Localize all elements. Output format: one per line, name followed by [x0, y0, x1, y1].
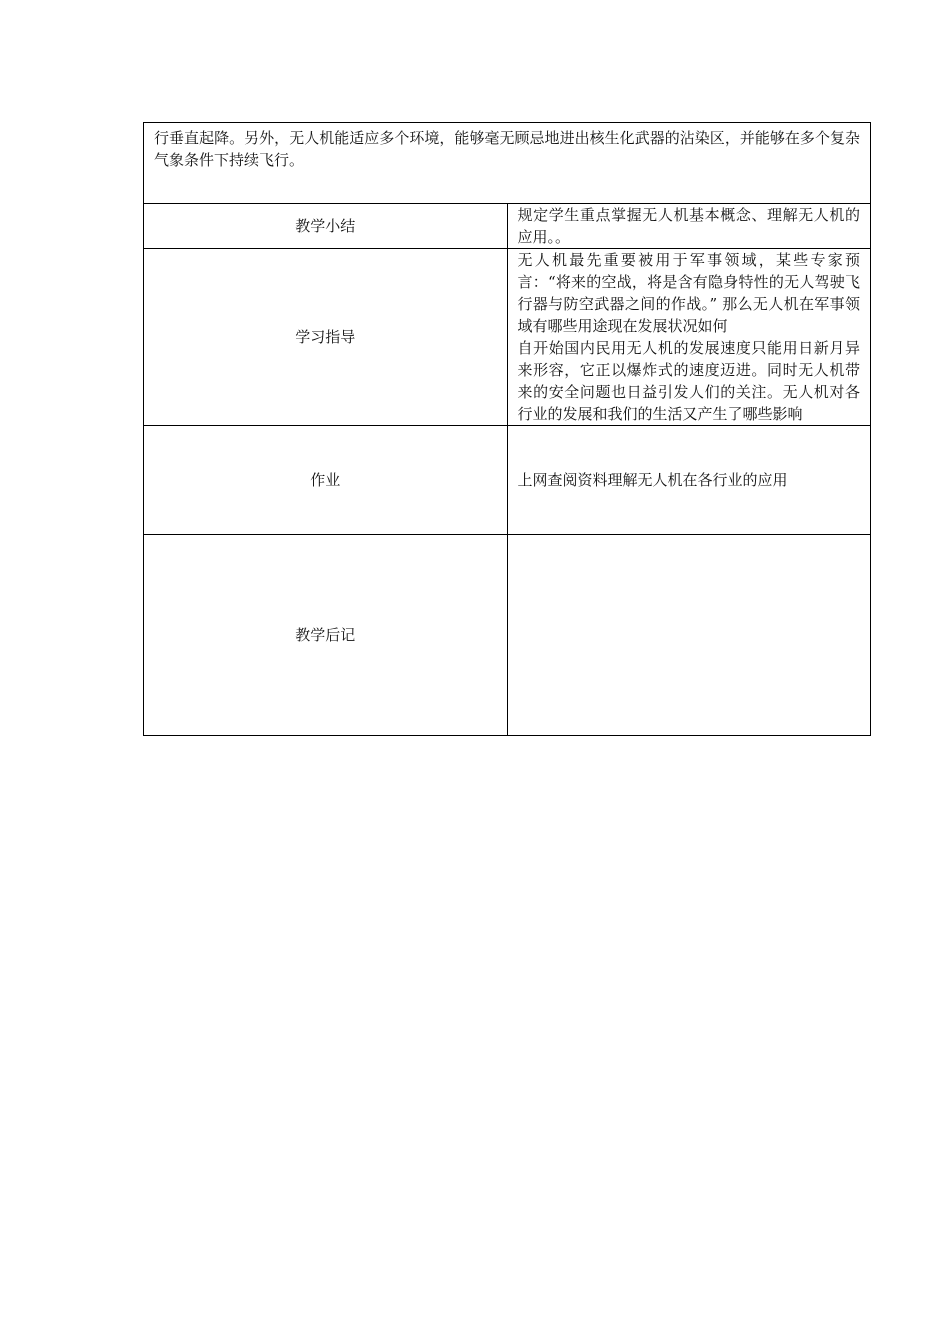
- table-row-continuation: [144, 123, 871, 204]
- row-label-study-guide: 学习指导: [144, 249, 508, 426]
- table-row-summary: [144, 204, 871, 249]
- homework-text: 上网查阅资料理解无人机在各行业的应用: [517, 471, 788, 489]
- summary-text: 规定学生重点掌握无人机基本概念、理解无人机的应用。。: [517, 206, 860, 246]
- study-guide-paragraph-1: 无人机最先重要被用于军事领域，某些专家预言：“将来的空战，将是含有隐身特性的无人驾驶飞行器与防空武器之间的作战。” 那么无人机在军事领域有哪些用途现在发展状况如何: [517, 251, 860, 335]
- continuation-cell: [144, 123, 871, 204]
- row-label-summary: 教学小结: [144, 204, 508, 249]
- table-row-study-guide: [144, 249, 871, 426]
- row-label-homework: 作业: [144, 426, 508, 535]
- row-label-teaching-notes: 教学后记: [144, 535, 508, 736]
- table-row-teaching-notes: [144, 535, 871, 736]
- row-content-homework: [507, 426, 871, 535]
- row-content-summary: [507, 204, 871, 249]
- lesson-plan-table: [143, 122, 871, 736]
- row-content-study-guide: [507, 249, 871, 426]
- row-content-teaching-notes: [507, 535, 871, 736]
- table-row-homework: [144, 426, 871, 535]
- continuation-text: 行垂直起降。另外，无人机能适应多个环境，能够毫无顾忌地进出核生化武器的沾染区，并能够在多个复杂气象条件下持续飞行。: [154, 129, 860, 169]
- study-guide-paragraph-2: 自开始国内民用无人机的发展速度只能用日新月异来形容，它正以爆炸式的速度迈进。同时无人机带来的安全问题也日益引发人们的关注。无人机对各行业的发展和我们的生活又产生了哪些影响: [517, 339, 860, 423]
